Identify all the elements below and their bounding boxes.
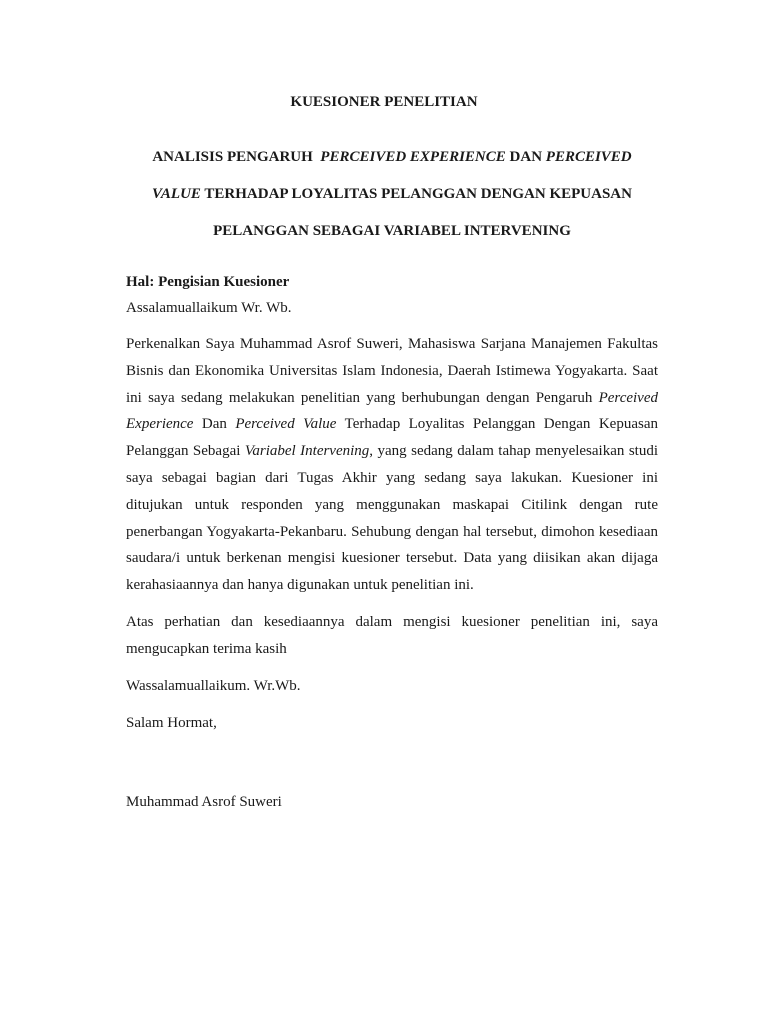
- paragraph-gap: [126, 601, 658, 611]
- line-text: Bisnis dan Ekonomika Universitas Islam Indonesia, Daerah Istimewa Yogyakarta. Saat: [126, 362, 658, 379]
- closing-salutation: Wassalamuallaikum. Wr.Wb.: [126, 677, 301, 694]
- line-text: Terhadap Loyalitas Pelanggan Dengan Kepuasan: [336, 416, 658, 433]
- research-title: [126, 146, 658, 257]
- paragraph-line: [126, 440, 658, 467]
- subject-heading: Hal: Pengisian Kuesioner: [126, 274, 290, 290]
- paragraph-line: [126, 521, 658, 548]
- line-text: Perkenalkan Saya Muhammad Asrof Suweri, Mahasiswa Sarjana Manajemen Fakultas: [126, 336, 658, 352]
- italic-term: Perceived: [598, 389, 658, 406]
- line-text: kerahasiaannya dan hanya digunakan untuk penelitian ini.: [126, 577, 474, 594]
- paragraph-line: [126, 574, 658, 601]
- document-title: KUESIONER PENELITIAN: [290, 94, 478, 110]
- paragraph-line: [126, 638, 658, 665]
- paragraph-line: [126, 387, 658, 414]
- line-text: Dan: [193, 416, 236, 433]
- greeting: Assalamuallaikum Wr. Wb.: [126, 300, 292, 316]
- italic-term: Perceived Value: [235, 416, 337, 433]
- paragraph-line: [126, 494, 658, 521]
- title-text: PELANGGAN SEBAGAI VARIABEL INTERVENING: [213, 223, 571, 239]
- title-text: ANALISIS PENGARUH: [152, 149, 321, 165]
- italic-term: Experience: [126, 416, 194, 433]
- title-text: DAN: [505, 149, 546, 165]
- title-text: TERHADAP LOYALITAS PELANGGAN DENGAN KEPUASAN: [200, 186, 632, 202]
- line-text: ini saya sedang melakukan penelitian yang berhubungan dengan Pengaruh: [126, 389, 599, 406]
- title-italic-term: PERCEIVED EXPERIENCE: [320, 149, 506, 165]
- paragraph-line: [126, 547, 658, 574]
- paragraph-line: [126, 413, 658, 440]
- line-text: Atas perhatian dan kesediaannya dalam mengisi kuesioner penelitian ini, saya: [126, 613, 658, 630]
- line-text: saudara/i untuk berkenan mengisi kuesioner tersebut. Data yang diisikan akan dijaga: [126, 550, 658, 567]
- line-text: ditujukan untuk responden yang menggunakan maskapai Citilink dengan rute: [126, 496, 658, 513]
- paragraph-gap: [126, 665, 658, 675]
- regards-line: Salam Hormat,: [126, 714, 217, 731]
- line-text: Pelanggan Sebagai: [126, 443, 245, 460]
- thanks-paragraph: [126, 611, 658, 665]
- signature-name: Muhammad Asrof Suweri: [126, 794, 282, 810]
- letter-body: [126, 271, 658, 749]
- line-text: saya sebagai bagian dari Tugas Akhir yang sedang saya lakukan. Kuesioner ini: [126, 469, 658, 486]
- italic-term: Variabel Intervening: [244, 443, 370, 460]
- line-text: penerbangan Yogyakarta-Pekanbaru. Sehubung dengan hal tersebut, dimohon kesediaan: [126, 523, 658, 540]
- paragraph-line: [126, 611, 658, 638]
- paragraph-line: [126, 360, 658, 387]
- research-title-line: [126, 183, 658, 220]
- intro-paragraph: [126, 333, 658, 601]
- research-title-line: [126, 146, 658, 183]
- title-italic-term: PERCEIVED: [545, 149, 632, 165]
- research-title-line: [126, 220, 658, 257]
- line-text: , yang sedang dalam tahap menyelesaikan studi: [369, 443, 658, 460]
- paragraph-line: [126, 333, 658, 360]
- line-text: mengucapkan terima kasih: [126, 640, 287, 657]
- paragraph-line: [126, 467, 658, 494]
- title-italic-term: VALUE: [152, 186, 201, 202]
